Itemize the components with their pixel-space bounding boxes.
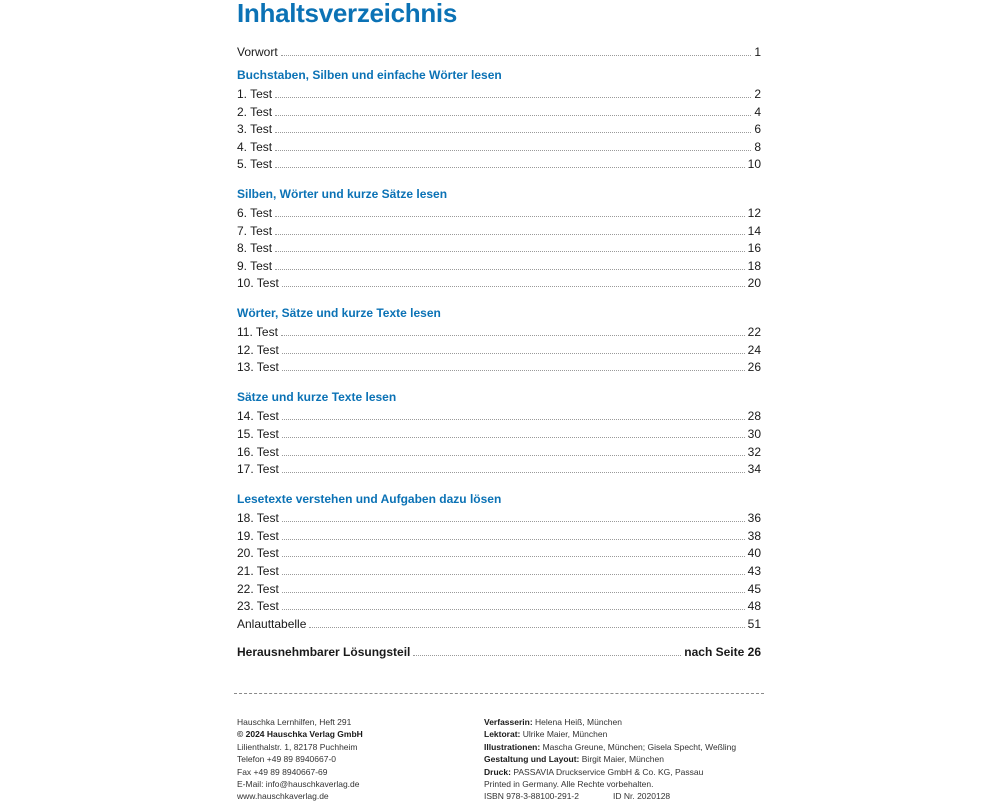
toc-entry[interactable] (237, 561, 761, 578)
dot-leader (282, 574, 745, 575)
imprint-editor (484, 728, 736, 740)
imprint-copyright: © 2024 Hauschka Verlag GmbH (237, 729, 363, 740)
dot-leader (275, 216, 745, 217)
dot-leader (275, 150, 751, 151)
toc-entry-label: 12. Test (237, 343, 279, 357)
section-heading: Wörter, Sätze und kurze Texte lesen (237, 306, 441, 320)
toc-entry[interactable] (237, 459, 761, 476)
toc-entry[interactable] (237, 322, 761, 339)
imprint-website[interactable]: www.hauschkaverlag.de (237, 791, 329, 802)
imprint-value: Ulrike Maier, München (522, 729, 608, 740)
imprint-layout (484, 753, 736, 765)
dot-leader (282, 370, 745, 371)
dot-leader (275, 167, 745, 168)
imprint-key: Gestaltung und Layout: (484, 754, 580, 765)
toc-entry-label: 16. Test (237, 445, 279, 459)
toc-entry[interactable] (237, 256, 761, 273)
imprint-key: Verfasserin: (484, 717, 533, 727)
toc-entry-label: 1. Test (237, 87, 273, 101)
toc-entry[interactable] (237, 137, 761, 154)
toc-entry-page: 24 (747, 343, 761, 357)
toc-entry[interactable] (237, 508, 761, 525)
toc-entry[interactable] (237, 579, 761, 596)
toc-entry[interactable] (237, 424, 761, 441)
toc-entry-label: 3. Test (237, 122, 273, 136)
dot-leader (275, 115, 751, 116)
dot-leader (275, 269, 745, 270)
toc-entry-page: 36 (747, 511, 761, 525)
dot-leader (282, 437, 745, 438)
toc-entry-label: 22. Test (237, 582, 279, 596)
imprint-print (484, 766, 736, 778)
toc-entry[interactable] (237, 526, 761, 543)
toc-entry-label: 4. Test (237, 140, 273, 154)
imprint-fax: Fax +49 89 8940667-69 (237, 766, 328, 777)
imprint-value: Mascha Greune, München; Gisela Specht, Weßling (542, 741, 737, 752)
toc-entry-label: 18. Test (237, 511, 279, 525)
toc-entry[interactable] (237, 102, 761, 119)
toc-entry[interactable] (237, 406, 761, 423)
toc-entry-label: 14. Test (237, 409, 279, 423)
toc-entry-page: 48 (747, 599, 761, 613)
toc-entry-page: 2 (754, 87, 761, 101)
dot-leader (282, 286, 745, 287)
toc-entry[interactable] (237, 154, 761, 171)
imprint-value: Birgit Maier, München (581, 754, 664, 765)
toc-entry-label: 20. Test (237, 546, 279, 560)
toc-entry-label: 13. Test (237, 360, 279, 374)
page-title: Inhaltsverzeichnis (237, 0, 458, 28)
imprint-key: Illustrationen: (484, 741, 541, 752)
imprint-illustrations (484, 741, 736, 753)
toc-entry-page: 4 (754, 105, 761, 119)
toc-entry-vorwort[interactable] (237, 42, 761, 59)
toc-entry-label: 2. Test (237, 105, 273, 119)
toc-entry-anlauttabelle[interactable] (237, 614, 761, 631)
toc-entry[interactable] (237, 238, 761, 255)
toc-entry-page: 18 (747, 259, 761, 273)
toc-entry-label: 6. Test (237, 206, 273, 220)
toc-entry-page: 12 (747, 206, 761, 220)
section-heading: Silben, Wörter und kurze Sätze lesen (237, 187, 448, 201)
imprint-key: Lektorat: (484, 729, 521, 740)
toc-entry-page: 30 (747, 427, 761, 441)
toc-entry[interactable] (237, 119, 761, 136)
toc-entry-page: nach Seite 26 (684, 645, 761, 659)
toc-entry-page: 34 (747, 462, 761, 476)
dot-leader (282, 556, 745, 557)
dot-leader (275, 234, 745, 235)
imprint-phone: Telefon +49 89 8940667-0 (237, 754, 337, 765)
toc-entry-page: 45 (747, 582, 761, 596)
toc-entry-page: 20 (747, 276, 761, 290)
toc-entry-label: 17. Test (237, 462, 279, 476)
toc-entry[interactable] (237, 273, 761, 290)
toc-entry-label: 7. Test (237, 224, 273, 238)
toc-entry-label: 15. Test (237, 427, 279, 441)
dot-leader (282, 419, 745, 420)
imprint-left (237, 716, 363, 803)
toc-entry[interactable] (237, 543, 761, 560)
imprint-value: Helena Heiß, München (535, 717, 622, 727)
dot-leader (275, 97, 751, 98)
imprint-series: Hauschka Lernhilfen, Heft 291 (237, 717, 352, 727)
toc-entry-label: Herausnehmbarer Lösungsteil (237, 645, 411, 659)
imprint-isbn (484, 790, 736, 802)
toc-entry-page: 10 (747, 157, 761, 171)
dot-leader (282, 609, 745, 610)
dot-leader (282, 472, 745, 473)
toc-entry-label: 23. Test (237, 599, 279, 613)
toc-entry-label: 11. Test (237, 325, 278, 339)
toc-entry[interactable] (237, 596, 761, 613)
dot-leader (282, 521, 745, 522)
toc-entry-page: 6 (754, 122, 761, 136)
section-heading: Buchstaben, Silben und einfache Wörter lesen (237, 68, 502, 82)
imprint-value: ISBN 978-3-88100-291-2 (484, 791, 579, 802)
toc-entry[interactable] (237, 84, 761, 101)
toc-entry-label: 9. Test (237, 259, 273, 273)
imprint-email[interactable]: E-Mail: info@hauschkaverlag.de (237, 779, 360, 790)
dot-leader (282, 539, 745, 540)
toc-entry-page: 43 (747, 564, 761, 578)
imprint-value: Printed in Germany. Alle Rechte vorbehalten. (484, 779, 654, 790)
toc-entry-label: 21. Test (237, 564, 279, 578)
toc-entry-page: 38 (747, 529, 761, 543)
toc-entry[interactable] (237, 340, 761, 357)
toc-entry-page: 14 (747, 224, 761, 238)
dot-leader (413, 655, 681, 656)
toc-entry-loesungsteil[interactable] (237, 642, 761, 659)
toc-entry-page: 51 (747, 617, 761, 631)
toc-entry[interactable] (237, 442, 761, 459)
toc-entry-page: 22 (747, 325, 761, 339)
imprint-rights (484, 778, 736, 790)
imprint-address: Lilienthalstr. 1, 82178 Puchheim (237, 741, 358, 752)
dot-leader (281, 55, 752, 56)
imprint-key: Druck: (484, 766, 511, 777)
imprint-id-nr: ID Nr. 2020128 (612, 791, 671, 802)
imprint-value: PASSAVIA Druckservice GmbH & Co. KG, Passau (513, 766, 704, 777)
toc-entry[interactable] (237, 357, 761, 374)
toc-entry-label: 5. Test (237, 157, 273, 171)
imprint-author (484, 716, 736, 728)
toc-entry-label: 10. Test (237, 276, 279, 290)
dot-leader (282, 592, 745, 593)
dot-leader (282, 353, 745, 354)
toc-entry-label: Vorwort (237, 45, 278, 59)
toc-entry[interactable] (237, 203, 761, 220)
toc-entry-page: 32 (747, 445, 761, 459)
toc-entry[interactable] (237, 221, 761, 238)
section-heading: Sätze und kurze Texte lesen (237, 390, 397, 404)
toc-entry-label: Anlauttabelle (237, 617, 307, 631)
imprint-right (484, 716, 736, 803)
dot-leader (282, 455, 745, 456)
toc-entry-page: 8 (754, 140, 761, 154)
toc-entry-page: 26 (747, 360, 761, 374)
dot-leader (275, 132, 751, 133)
toc-entry-label: 8. Test (237, 241, 273, 255)
toc-entry-label: 19. Test (237, 529, 279, 543)
toc-entry-page: 40 (747, 546, 761, 560)
dot-leader (281, 335, 745, 336)
toc-entry-page: 1 (754, 45, 761, 59)
section-heading: Lesetexte verstehen und Aufgaben dazu lösen (237, 492, 502, 506)
dot-leader (275, 251, 745, 252)
divider (234, 693, 764, 694)
toc-entry-page: 16 (747, 241, 761, 255)
dot-leader (309, 627, 744, 628)
toc-entry-page: 28 (747, 409, 761, 423)
